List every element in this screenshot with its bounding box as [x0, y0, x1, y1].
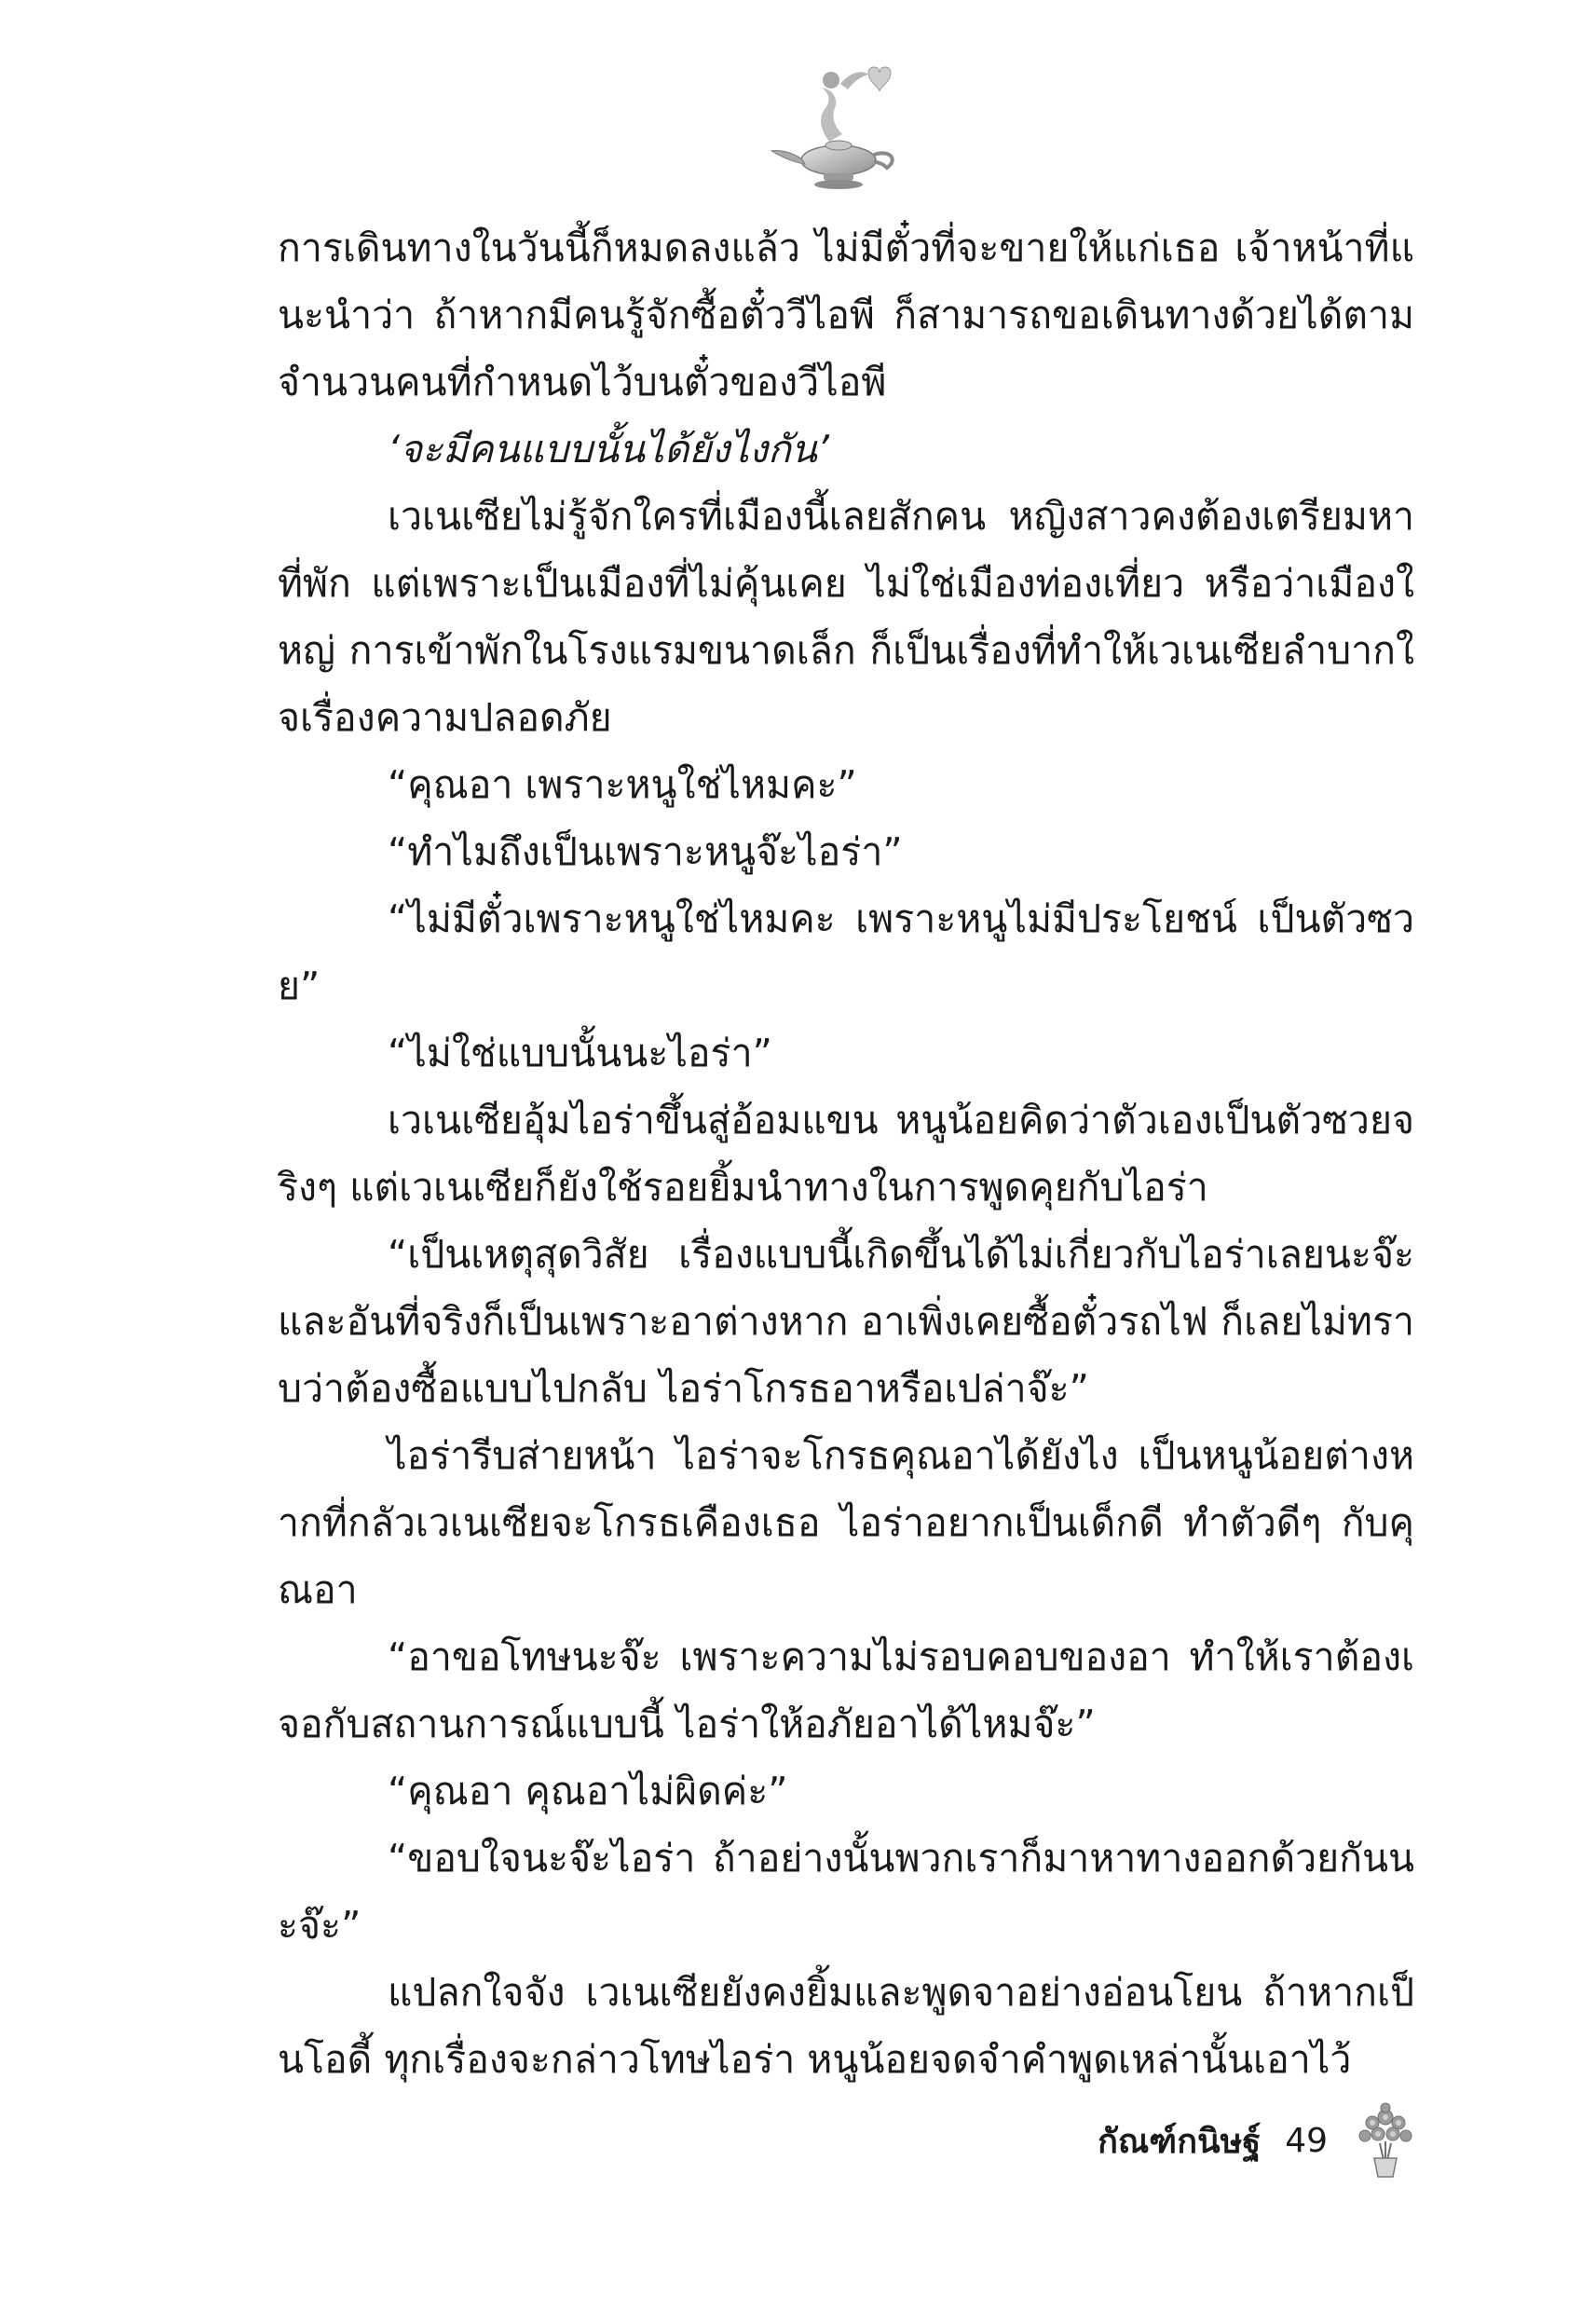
paragraph-10: ไอร่ารีบส่ายหน้า ไอร่าจะโกรธคุณอาได้ยังไง เป็นหนูน้อยต่างหากที่กลัวเวเนเซียจะโกรธเคืองเธอ ไอร่าอยากเป็นเด็กดี ทำตัวดีๆ กับคุณอา: [278, 1433, 1414, 1612]
page-footer: [1098, 2099, 1419, 2182]
paragraph-7: “ไม่ใช่แบบนั้นนะไอร่า”: [388, 1031, 772, 1075]
paragraph-1: การเดินทางในวันนี้ก็หมดลงแล้ว ไม่มีตั๋วที่จะขายให้แก่เธอ เจ้าหน้าที่แนะนำว่า ถ้าหากมีคนรู้จักซื้อตั๋ววีไอพี ก็สามารถขอเดินทางด้วยได้ตามจำนวนคนที่กำหนดไว้บนตั๋วของวีไอพี: [278, 226, 1414, 404]
genie-lamp-icon: [764, 56, 904, 196]
paragraph-13: “ขอบใจนะจ๊ะไอร่า ถ้าอย่างนั้นพวกเราก็มาหาทางออกด้วยกันนะจ๊ะ”: [278, 1836, 1414, 1948]
paragraph-6: “ไม่มีตั๋วเพราะหนูใช่ไหมคะ เพราะหนูไม่มีประโยชน์ เป็นตัวซวย”: [278, 896, 1414, 1008]
paragraph-11: “อาขอโทษนะจ๊ะ เพราะความไม่รอบคอบของอา ทำให้เราต้องเจอกับสถานการณ์แบบนี้ ไอร่าให้อภัยอาได้ไหมจ๊ะ”: [278, 1634, 1414, 1746]
flower-bouquet-icon: [1352, 2100, 1419, 2181]
paragraph-12: “คุณอา คุณอาไม่ผิดค่ะ”: [388, 1769, 788, 1813]
paragraph-5: “ทำไมถึงเป็นเพราะหนูจ๊ะไอร่า”: [388, 829, 903, 874]
body-text: [278, 214, 1414, 2171]
page-number: 49: [1285, 2121, 1328, 2160]
paragraph-3: เวเนเซียไม่รู้จักใครที่เมืองนี้เลยสักคน หญิงสาวคงต้องเตรียมหาที่พัก แต่เพราะเป็นเมืองที่ไม่คุ้นเคย ไม่ใช่เมืองท่องเที่ยว หรือว่าเมืองใหญ่ การเข้าพักในโรงแรมขนาดเล็ก ก็เป็นเรื่องที่ทำให้เวเนเซียลำบากใจเรื่องความปลอดภัย: [278, 494, 1414, 740]
paragraph-2: ‘จะมีคนแบบนั้นได้ยังไงกัน’: [388, 427, 829, 472]
paragraph-8: เวเนเซียอุ้มไอร่าขึ้นสู่อ้อมแขน หนูน้อยคิดว่าตัวเองเป็นตัวซวยจริงๆ แต่เวเนเซียก็ยังใช้รอยยิ้มนำทางในการพูดคุยกับไอร่า: [278, 1098, 1414, 1210]
paragraph-14: แปลกใจจัง เวเนเซียยังคงยิ้มและพูดจาอย่างอ่อนโยน ถ้าหากเป็นโอดี้ ทุกเรื่องจะกล่าวโทษไอร่า หนูน้อยจดจำคำพูดเหล่านั้นเอาไว้: [278, 1970, 1414, 2082]
paragraph-9: “เป็นเหตุสุดวิสัย เรื่องแบบนี้เกิดขึ้นได้ไม่เกี่ยวกับไอร่าเลยนะจ๊ะ และอันที่จริงก็เป็นเพราะอาต่างหาก อาเพิ่งเคยซื้อตั๋วรถไฟ ก็เลยไม่ทราบว่าต้องซื้อแบบไปกลับ ไอร่าโกรธอาหรือเปล่าจ๊ะ”: [278, 1232, 1414, 1411]
paragraph-4: “คุณอา เพราะหนูใช่ไหมคะ”: [388, 762, 857, 807]
book-title: กัณฑ์กนิษฐ์: [1098, 2122, 1262, 2161]
